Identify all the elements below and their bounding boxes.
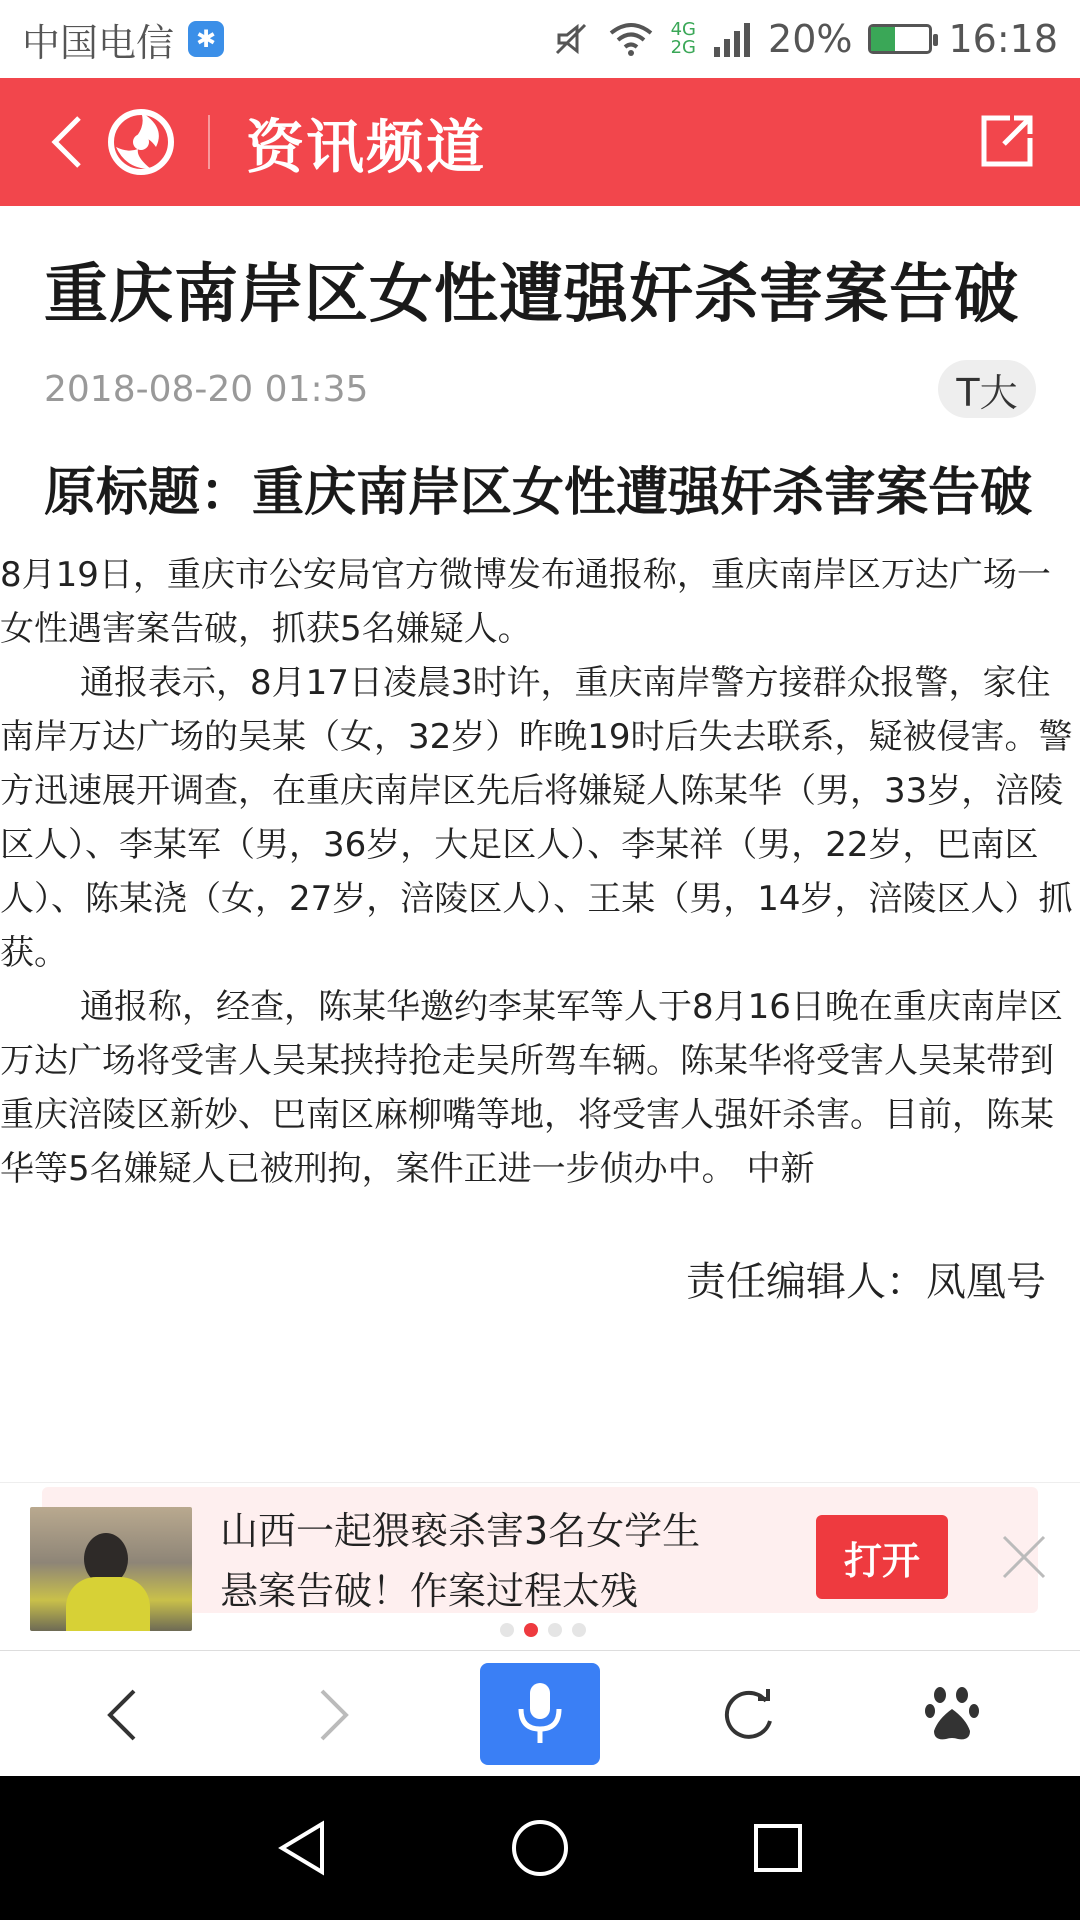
browser-toolbar — [0, 1650, 1080, 1776]
header-divider — [208, 115, 210, 169]
app-notification-icon: ✱ — [188, 21, 224, 57]
forward-icon[interactable] — [284, 1665, 384, 1765]
publish-time: 2018-08-20 01:35 — [44, 368, 369, 410]
carrier-name: 中国电信 — [22, 20, 175, 65]
original-title: 原标题：重庆南岸区女性遭强奸杀害案告破 — [44, 463, 1033, 523]
carousel-dot[interactable] — [572, 1623, 586, 1637]
article-headline: 重庆南岸区女性遭强奸杀害案告破 — [44, 258, 1019, 332]
network-type: 4G 2G — [670, 19, 697, 58]
system-nav-bar — [0, 1776, 1080, 1920]
banner-text[interactable]: 山西一起猥亵杀害3名女学生 悬案告破！作案过程太残 — [220, 1509, 701, 1613]
open-button[interactable]: 打开 — [816, 1515, 948, 1599]
carousel-dot[interactable] — [548, 1623, 562, 1637]
app-header — [0, 78, 1080, 206]
paragraph: 通报称，经查，陈某华邀约李某军等人于8月16日晚在重庆南岸区万达广场将受害人吴某挟持抢走吴所驾车辆。陈某华将受害人吴某带到重庆涪陵区新妙、巴南区麻柳嘴等地，将受害人强奸杀害。目前，陈某华等5名嫌疑人已被刑拘，案件正进一步侦办中。 中新 — [0, 987, 1063, 1189]
article-body — [0, 534, 1080, 1196]
battery-percent: 20% — [768, 17, 853, 61]
microphone-icon — [515, 1681, 565, 1747]
signal-icon — [712, 19, 752, 59]
back-icon[interactable] — [72, 1665, 172, 1765]
nav-home-icon[interactable] — [500, 1808, 580, 1888]
carousel-dot[interactable] — [500, 1623, 514, 1637]
channel-title: 资讯频道 — [246, 113, 487, 181]
editor-credit: 责任编辑人：凤凰号 — [686, 1259, 1046, 1305]
article — [0, 206, 1080, 1307]
carousel-dot-active[interactable] — [524, 1623, 538, 1637]
close-icon[interactable] — [998, 1531, 1050, 1583]
baidu-paw-icon[interactable] — [902, 1665, 1002, 1765]
phoenix-logo-icon — [106, 107, 176, 177]
status-bar — [0, 0, 1080, 78]
refresh-icon[interactable] — [698, 1665, 798, 1765]
share-button[interactable] — [974, 108, 1040, 174]
back-button[interactable] — [36, 78, 96, 206]
clock: 16:18 — [948, 17, 1058, 61]
paragraph: 通报表示，8月17日凌晨3时许，重庆南岸警方接群众报警，家住南岸万达广场的吴某（女，32岁）昨晚19时后失去联系，疑被侵害。警方迅速展开调查，在重庆南岸区先后将嫌疑人陈某华（男，33岁，涪陵区人）、李某军（男，36岁，大足区人）、李某祥（男，22岁，巴南区人）、陈某浇（女，27岁，涪陵区人）、王某（男，14岁，涪陵区人）抓获。 — [0, 663, 1073, 973]
news-thumbnail[interactable] — [30, 1507, 192, 1631]
mute-icon — [551, 19, 591, 59]
voice-search-button[interactable] — [480, 1663, 600, 1765]
nav-back-icon[interactable] — [262, 1808, 342, 1888]
font-size-button[interactable]: T大 — [938, 360, 1036, 418]
carousel-dots — [500, 1623, 586, 1637]
nav-recents-icon[interactable] — [738, 1808, 818, 1888]
recommendation-banner[interactable] — [0, 1482, 1080, 1650]
chevron-left-icon — [49, 114, 83, 170]
article-meta — [0, 336, 1080, 424]
wifi-icon — [607, 19, 655, 59]
paragraph: 8月19日，重庆市公安局官方微博发布通报称，重庆南岸区万达广场一女性遇害案告破，抓获5名嫌疑人。 — [0, 555, 1051, 649]
battery-icon — [868, 24, 932, 54]
